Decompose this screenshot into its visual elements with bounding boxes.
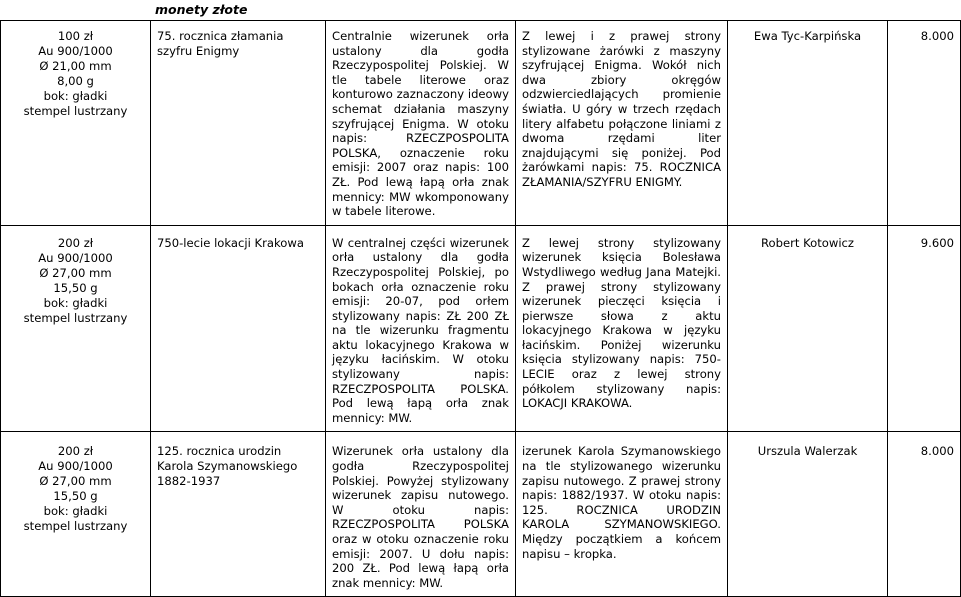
metal-fineness: Au 900/1000 [38,459,113,474]
edge: bok: gładki [43,89,108,103]
mintage: 8.000 [888,21,961,226]
coin-parameters [1,225,151,432]
mintage: 8.000 [888,432,961,597]
designer: Robert Kotowicz [728,225,888,432]
mintage: 9.600 [888,225,961,432]
diameter: Ø 21,00 mm [39,59,112,73]
obverse-description: Centralnie wizerunek orła ustalony dla godła Rzeczypospolitej Polskiej. W tle tabele literowe oraz konturowo zaznaczony ideowy schemat działania maszyny szyfrującej Enigma. W otoku napis: RZECZPOSPOLITA POLSKA, oznaczenie roku emisji: 2007 oraz napis: 100 ZŁ. Pod lewą łapą orła znak mennicy: MW wkomponowany w tabele literowe. [326,21,516,226]
table-row [1,432,961,597]
reverse-description: Z lewej strony stylizowany wizerunek księcia Bolesława Wstydliwego według Jana Matejki. Z prawej strony stylizowany wizerunek pieczęci księcia i pierwsze słowa z aktu lokacyjnego Krakowa w języku łacińskim. Poniżej wizerunku księcia stylizowany napis: 750-LECIE oraz z lewej strony półkolem stylizowany napis: LOKACJI KRAKOWA. [516,225,728,432]
weight: 15,50 g [53,280,98,295]
table-row [1,225,961,432]
obverse-description: W centralnej części wizerunek orła ustalony dla godła Rzeczypospolitej Polskiej, po bokach orła oznaczenie roku emisji: 20-07, pod orłem stylizowany napis: ZŁ 200 ZŁ na tle wizerunku fragmentu aktu lokacyjnego Krakowa w języku łacińskim. W otoku stylizowany napis: RZECZPOSPOLITA POLSKA. Pod lewą łapą orła znak mennicy: MW. [326,225,516,432]
designer: Ewa Tyc-Karpińska [728,21,888,226]
coin-parameters [1,432,151,597]
edge: bok: gładki [43,504,108,519]
coins-table [0,20,961,597]
finish: stempel lustrzany [23,519,128,534]
coin-parameters [1,21,151,226]
coin-title: 750-lecie lokacji Krakowa [151,225,326,432]
reverse-description: Z lewej i z prawej strony stylizowane żarówki z maszyny szyfrującej Enigma. Wokół nich dwa zbiory okręgów odzwierciedlających promienie światła. U góry w trzech rzędach litery alfabetu połączone liniami z dwoma rzędami liter znajdującymi się poniżej. Pod żarówkami napis: 75. ROCZNICA ZŁAMANIA/SZYFRU ENIGMY. [516,21,728,226]
edge: bok: gładki [43,295,108,310]
designer: Urszula Walerzak [728,432,888,597]
face-value: 200 zł [57,444,94,459]
finish: stempel lustrzany [23,310,128,325]
weight: 15,50 g [53,489,98,504]
finish: stempel lustrzany [23,104,128,118]
section-title: monety złote [155,2,248,17]
weight: 8,00 g [57,74,94,88]
obverse-description: Wizerunek orła ustalony dla godła Rzeczypospolitej Polskiej. Powyżej stylizowany wizerunek zapisu nutowego. W otoku napis: RZECZPOSPOLITA POLSKA oraz w otoku oznaczenie roku emisji: 2007. U dołu napis: 200 ZŁ. Pod lewą łapą orła znak mennicy: MW. [326,432,516,597]
metal-fineness: Au 900/1000 [38,250,113,265]
face-value: 100 zł [57,29,94,43]
coin-title: 125. rocznica urodzin Karola Szymanowskiego 1882-1937 [151,432,326,597]
table-row [1,21,961,226]
coin-title: 75. rocznica złamania szyfru Enigmy [151,21,326,226]
diameter: Ø 27,00 mm [39,265,112,280]
reverse-description: izerunek Karola Szymanowskiego na tle stylizowanego wizerunku zapisu nutowego. Z prawej strony napis: 1882/1937. W otoku napis: 125. ROCZNICA URODZIN KAROLA SZYMANOWSKIEGO. Między początkiem a końcem napisu – kropka. [516,432,728,597]
diameter: Ø 27,00 mm [39,474,112,489]
metal-fineness: Au 900/1000 [38,44,113,58]
face-value: 200 zł [57,235,94,250]
